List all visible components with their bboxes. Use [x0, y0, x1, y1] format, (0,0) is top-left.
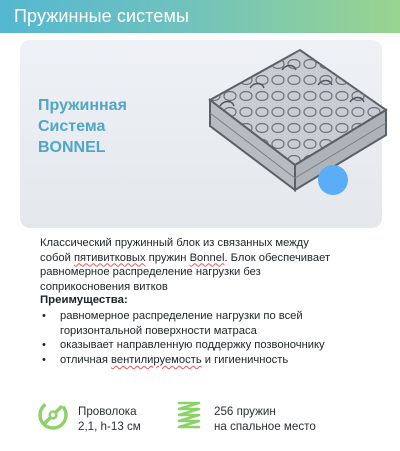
advantages-heading: Преимущества: [40, 294, 128, 306]
page-title: Пружинные системы [14, 6, 189, 26]
bullet-icon: • [42, 339, 46, 352]
page-header [0, 0, 400, 33]
decorative-circle [318, 165, 348, 195]
bullet-icon: • [42, 310, 46, 322]
advantage-text [60, 353, 380, 368]
product-description [40, 236, 370, 294]
advantage-text-part: отличная [60, 353, 112, 366]
product-title-line: Пружинная [38, 97, 127, 114]
spellcheck-word: пятивитковых [73, 251, 146, 264]
bullet-icon: • [42, 353, 46, 366]
spellcheck-word: Bonnel [189, 251, 225, 264]
advantage-text-part: и гигиеничность [201, 353, 289, 366]
advantage-text: оказывает направленную поддержку позвоночнику [60, 339, 325, 352]
product-title-line: Система [38, 118, 106, 135]
description-line [40, 251, 370, 266]
advantage-text: равномерное распределение нагрузки по всей [60, 310, 303, 322]
advantage-text: горизонтальной поверхности матраса [60, 324, 257, 337]
description-text: пружин [145, 251, 190, 264]
description-line: Классический пружинный блок из связанных между [40, 237, 309, 249]
wire-feature-title: Проволока [78, 405, 137, 418]
wire-feature-value: 2,1, h-13 см [78, 420, 141, 433]
springs-feature-value: на спальное место [214, 420, 316, 433]
springs-feature [214, 404, 316, 434]
springs-feature-title: 256 пружин [214, 405, 276, 418]
advantage-item [40, 338, 380, 353]
spring-unit-image [190, 40, 390, 205]
advantages-list [40, 309, 380, 367]
coil-spring-icon [176, 400, 202, 432]
wire-gauge-icon [36, 398, 70, 432]
description-text: собой [40, 251, 74, 264]
description-line: равномерное распределение нагрузки без [40, 266, 261, 279]
description-text: . Блок обеспечивает [224, 251, 331, 264]
description-line: соприкосновения витков [40, 280, 168, 293]
product-title-line: BONNEL [38, 139, 106, 156]
spellcheck-word: вентилируемость [111, 353, 202, 366]
advantage-item [40, 353, 380, 368]
product-title [38, 95, 178, 158]
wire-feature [78, 404, 141, 434]
advantage-item [40, 309, 380, 338]
